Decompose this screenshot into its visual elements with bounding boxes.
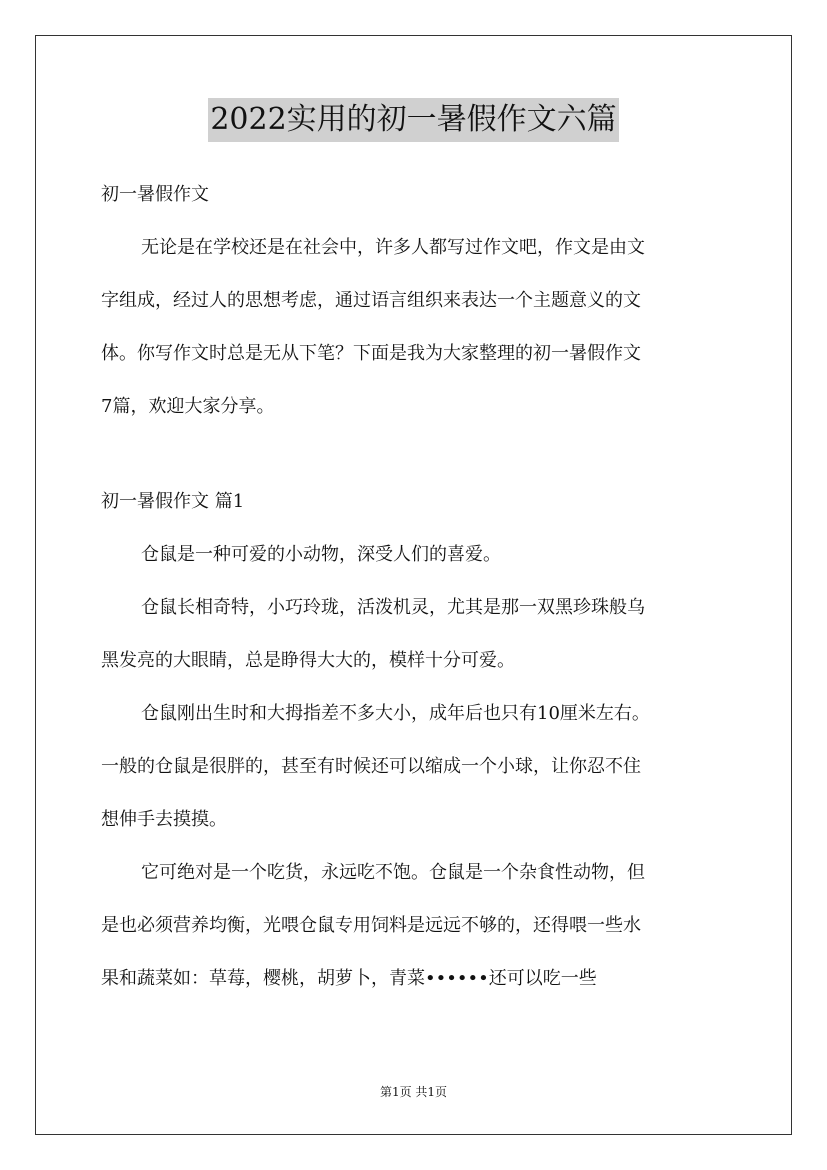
intro-heading: 初一暑假作文 bbox=[101, 184, 209, 205]
paragraph-line: 仓鼠刚出生时和大拇指差不多大小，成年后也只有10厘米左右。 bbox=[141, 703, 650, 724]
paragraph-line: 7篇，欢迎大家分享。 bbox=[101, 396, 275, 417]
section-heading: 初一暑假作文 篇1 bbox=[101, 491, 245, 512]
paragraph-line: 仓鼠是一种可爱的小动物，深受人们的喜爱。 bbox=[141, 544, 501, 565]
paragraph-line: 果和蔬菜如：草莓，樱桃，胡萝卜，青菜••••••还可以吃一些 bbox=[101, 968, 597, 989]
document-body bbox=[101, 168, 741, 1005]
paragraph-line: 它可绝对是一个吃货，永远吃不饱。仓鼠是一个杂食性动物，但 bbox=[141, 862, 645, 883]
paragraph-line: 是也必须营养均衡，光喂仓鼠专用饲料是远远不够的，还得喂一些水 bbox=[101, 915, 641, 936]
paragraph-line: 黑发亮的大眼睛，总是睁得大大的，模样十分可爱。 bbox=[101, 650, 515, 671]
section-gap bbox=[101, 433, 741, 475]
document-title: 2022实用的初一暑假作文六篇 bbox=[208, 98, 618, 142]
paragraph-line: 仓鼠长相奇特，小巧玲珑，活泼机灵，尤其是那一双黑珍珠般乌 bbox=[141, 597, 645, 618]
page-footer: 第1页 共1页 bbox=[379, 1085, 448, 1099]
paragraph-line: 体。你写作文时总是无从下笔？下面是我为大家整理的初一暑假作文 bbox=[101, 343, 641, 364]
paragraph-line: 无论是在学校还是在社会中，许多人都写过作文吧，作文是由文 bbox=[141, 237, 645, 258]
paragraph-line: 想伸手去摸摸。 bbox=[101, 809, 227, 830]
title-block bbox=[0, 98, 827, 142]
paragraph-line: 字组成，经过人的思想考虑，通过语言组织来表达一个主题意义的文 bbox=[101, 290, 641, 311]
paragraph-line: 一般的仓鼠是很胖的，甚至有时候还可以缩成一个小球，让你忍不住 bbox=[101, 756, 641, 777]
